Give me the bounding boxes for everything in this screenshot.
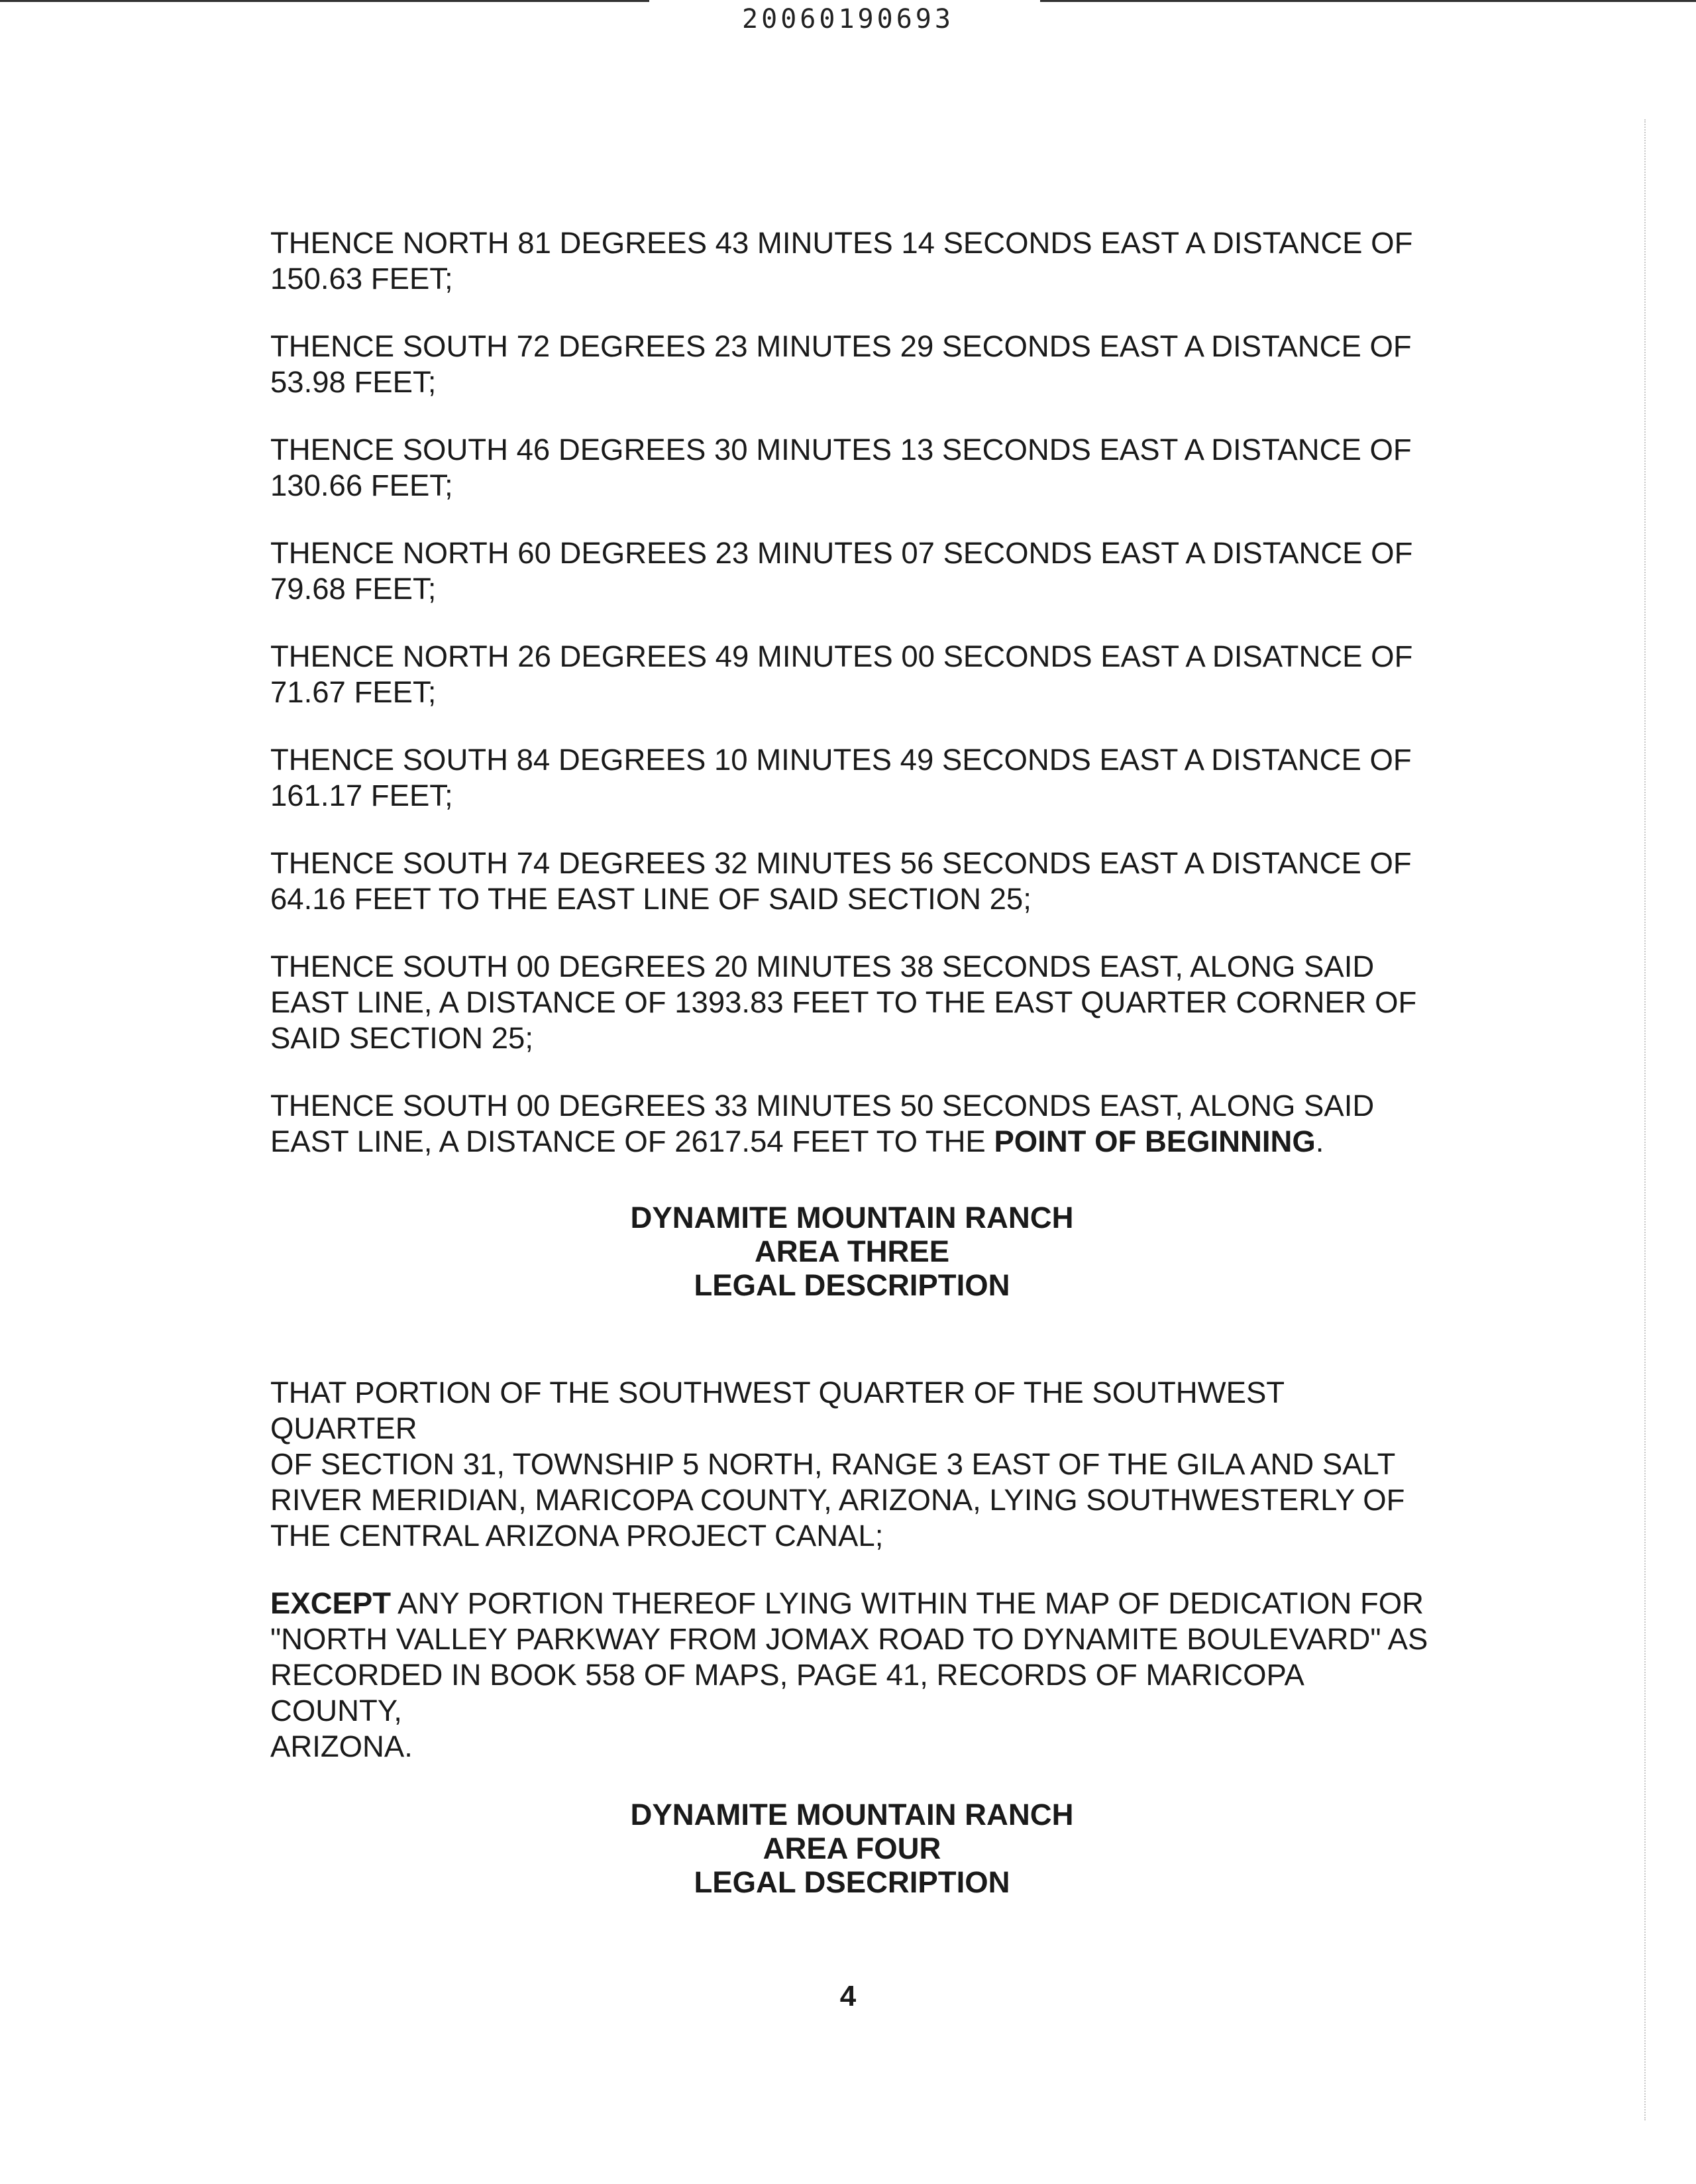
legal-description-body — [270, 225, 1436, 1919]
course-line: EAST LINE, A DISTANCE OF 2617.54 FEET TO THE — [270, 1124, 994, 1158]
area-three-heading — [269, 1201, 1435, 1302]
description-line: OF SECTION 31, TOWNSHIP 5 NORTH, RANGE 3 EAST OF THE GILA AND SALT — [270, 1447, 1396, 1481]
course-paragraph — [270, 329, 1436, 400]
course-line-end: . — [1315, 1124, 1324, 1158]
course-line: THENCE SOUTH 00 DEGREES 33 MINUTES 50 SECONDS EAST, ALONG SAID — [270, 1089, 1375, 1122]
description-line: RIVER MERIDIAN, MARICOPA COUNTY, ARIZONA, LYING SOUTHWESTERLY OF — [270, 1483, 1405, 1517]
course-line: 161.17 FEET; — [270, 779, 453, 812]
course-paragraph-east-quarter — [270, 949, 1436, 1056]
area-three-description — [270, 1375, 1436, 1554]
heading-line: DYNAMITE MOUNTAIN RANCH — [630, 1798, 1074, 1831]
course-paragraph — [270, 432, 1436, 504]
heading-line: AREA FOUR — [763, 1831, 941, 1865]
course-paragraph — [270, 225, 1436, 297]
point-of-beginning: POINT OF BEGINNING — [994, 1124, 1316, 1158]
area-four-heading — [269, 1798, 1435, 1899]
course-line: 53.98 FEET; — [270, 365, 437, 399]
heading-line: AREA THREE — [754, 1234, 950, 1268]
course-line: 71.67 FEET; — [270, 675, 437, 709]
course-line: 150.63 FEET; — [270, 262, 453, 296]
course-paragraph — [270, 846, 1436, 917]
top-rule-left — [0, 0, 649, 2]
exception-line: "NORTH VALLEY PARKWAY FROM JOMAX ROAD TO DYNAMITE BOULEVARD" AS — [270, 1622, 1428, 1656]
course-line: THENCE SOUTH 46 DEGREES 30 MINUTES 13 SECONDS EAST A DISTANCE OF — [270, 433, 1412, 466]
exception-line: RECORDED IN BOOK 558 OF MAPS, PAGE 41, RECORDS OF MARICOPA COUNTY, — [270, 1658, 1303, 1727]
course-line: THENCE NORTH 81 DEGREES 43 MINUTES 14 SECONDS EAST A DISTANCE OF — [270, 226, 1413, 260]
exception-line: ANY PORTION THEREOF LYING WITHIN THE MAP OF DEDICATION FOR — [391, 1586, 1424, 1620]
heading-line: LEGAL DSECRIPTION — [694, 1865, 1010, 1899]
course-line: THENCE SOUTH 00 DEGREES 20 MINUTES 38 SECONDS EAST, ALONG SAID — [270, 950, 1375, 983]
course-line: THENCE NORTH 60 DEGREES 23 MINUTES 07 SECONDS EAST A DISTANCE OF — [270, 536, 1413, 570]
course-paragraph-final — [270, 1088, 1436, 1160]
heading-line: LEGAL DESCRIPTION — [694, 1268, 1010, 1302]
except-keyword: EXCEPT — [270, 1586, 392, 1620]
scan-edge-artifact — [1644, 119, 1646, 2120]
course-line: 130.66 FEET; — [270, 468, 453, 502]
area-three-exception — [270, 1586, 1436, 1765]
description-line: THAT PORTION OF THE SOUTHWEST QUARTER OF THE SOUTHWEST QUARTER — [270, 1376, 1285, 1445]
exception-line: ARIZONA. — [270, 1729, 413, 1763]
page-number: 4 — [839, 1980, 857, 2012]
top-rule-right — [1040, 0, 1696, 2]
recording-number: 20060190693 — [742, 4, 954, 34]
course-paragraph — [270, 639, 1436, 710]
course-paragraph — [270, 742, 1436, 814]
heading-line: DYNAMITE MOUNTAIN RANCH — [630, 1201, 1074, 1234]
course-line: SAID SECTION 25; — [270, 1021, 533, 1055]
course-line: THENCE SOUTH 72 DEGREES 23 MINUTES 29 SECONDS EAST A DISTANCE OF — [270, 329, 1412, 363]
course-line: THENCE SOUTH 84 DEGREES 10 MINUTES 49 SECONDS EAST A DISTANCE OF — [270, 743, 1412, 777]
course-line: EAST LINE, A DISTANCE OF 1393.83 FEET TO THE EAST QUARTER CORNER OF — [270, 985, 1417, 1019]
description-line: THE CENTRAL ARIZONA PROJECT CANAL; — [270, 1519, 884, 1553]
course-line: THENCE SOUTH 74 DEGREES 32 MINUTES 56 SECONDS EAST A DISTANCE OF — [270, 846, 1412, 880]
course-line: THENCE NORTH 26 DEGREES 49 MINUTES 00 SECONDS EAST A DISATNCE OF — [270, 639, 1413, 673]
course-paragraph — [270, 535, 1436, 607]
course-line: 79.68 FEET; — [270, 572, 437, 606]
course-line: 64.16 FEET TO THE EAST LINE OF SAID SECTION 25; — [270, 882, 1032, 916]
